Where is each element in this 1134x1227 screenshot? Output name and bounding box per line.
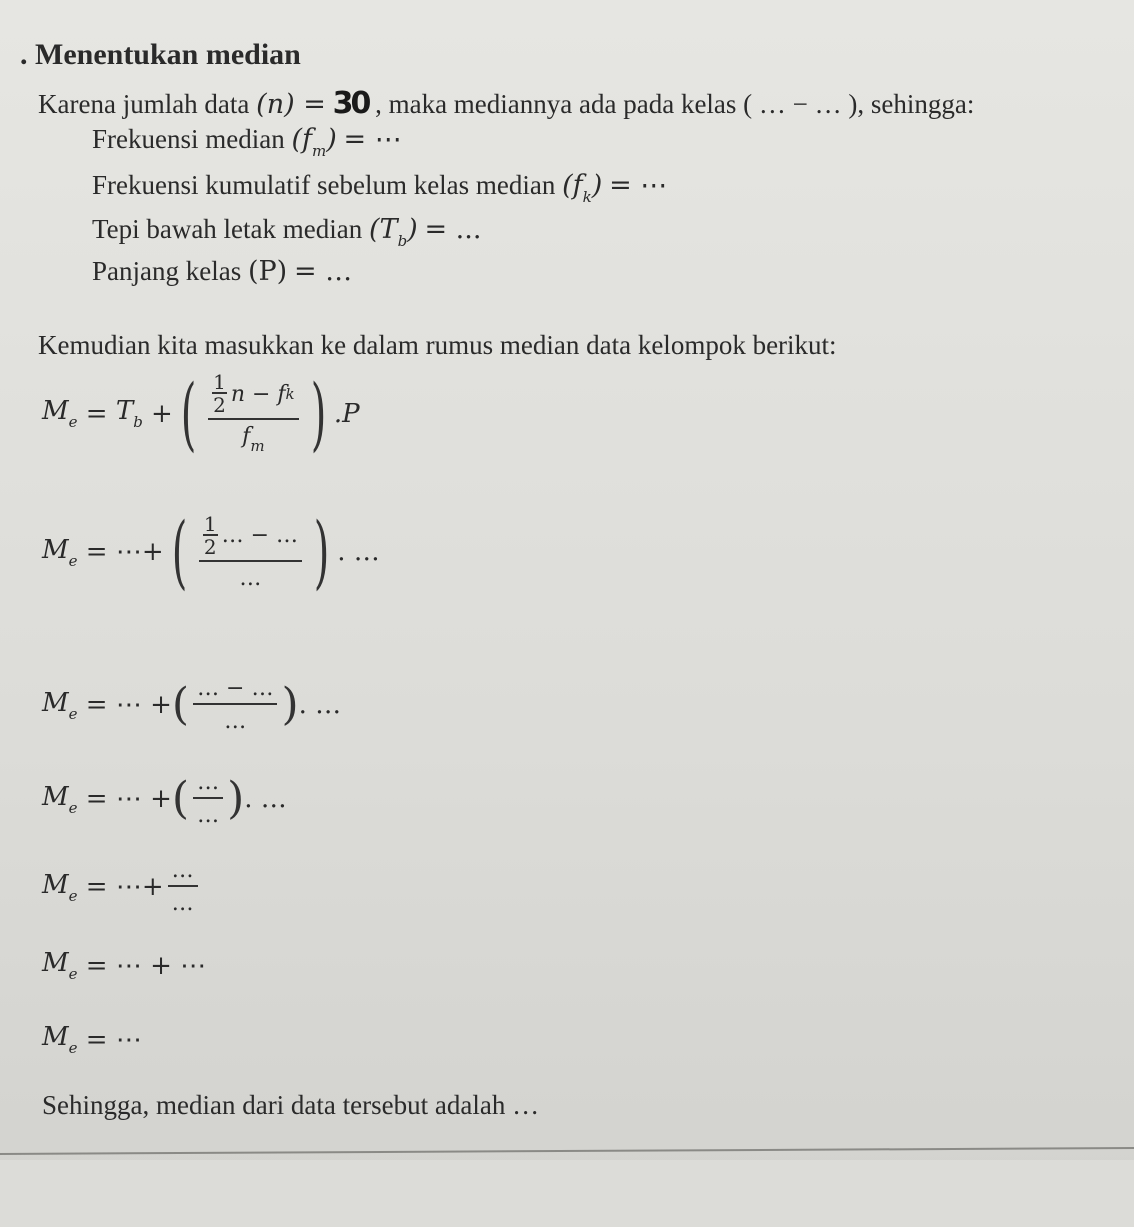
page-edge-line <box>0 1147 1134 1155</box>
median-step-3: $M_e$ = ⋯ + ( $\frac{\dots - \dots}{\dots}$ ) . … <box>42 676 342 734</box>
lower-bound-line: Tepi bawah letak median $(T_b)$ = ... <box>92 214 482 250</box>
intro-line: Karena jumlah data (n) = 30 , maka mediannya ada pada kelas ( … − … ), sehingga: <box>38 86 975 121</box>
median-step-4: $M_e$ = ⋯ + ( $\frac{\dots}{\dots}$ ) . … <box>42 770 287 828</box>
conclusion: Sehingga, median dari data tersebut adalah … <box>42 1090 540 1120</box>
section-heading <box>20 38 301 72</box>
median-step-5: $M_e$ = ⋯+ $\frac{\dots}{\dots}$ <box>42 858 202 916</box>
class-length-line: Panjang kelas (P) = … <box>92 256 353 287</box>
page-bottom <box>0 1160 1134 1227</box>
bullet: . <box>20 38 28 71</box>
freq-median-line: Frekuensi median $(f_m)$ = ⋯ <box>92 124 402 160</box>
handwritten-answer: 30 <box>332 86 369 121</box>
median-step-2: $M_e$ = ⋯+ ( 1 2 … − … … ) . … <box>42 505 380 598</box>
heading-text: Menentukan median <box>35 38 301 71</box>
median-step-7: $M_e$ = ⋯ <box>42 1022 142 1057</box>
cum-freq-line: Frekuensi kumulatif sebelum kelas median $(f_k)$ = ⋯ <box>92 170 668 206</box>
median-step-6: $M_e$ = ⋯ + ⋯ <box>42 948 207 983</box>
formula-intro: Kemudian kita masukkan ke dalam rumus median data kelompok berikut: <box>38 330 837 360</box>
median-formula: $M_e$ = $T_b$ + ( 1 2 n − f k $f_m$ ) .P <box>42 366 360 460</box>
